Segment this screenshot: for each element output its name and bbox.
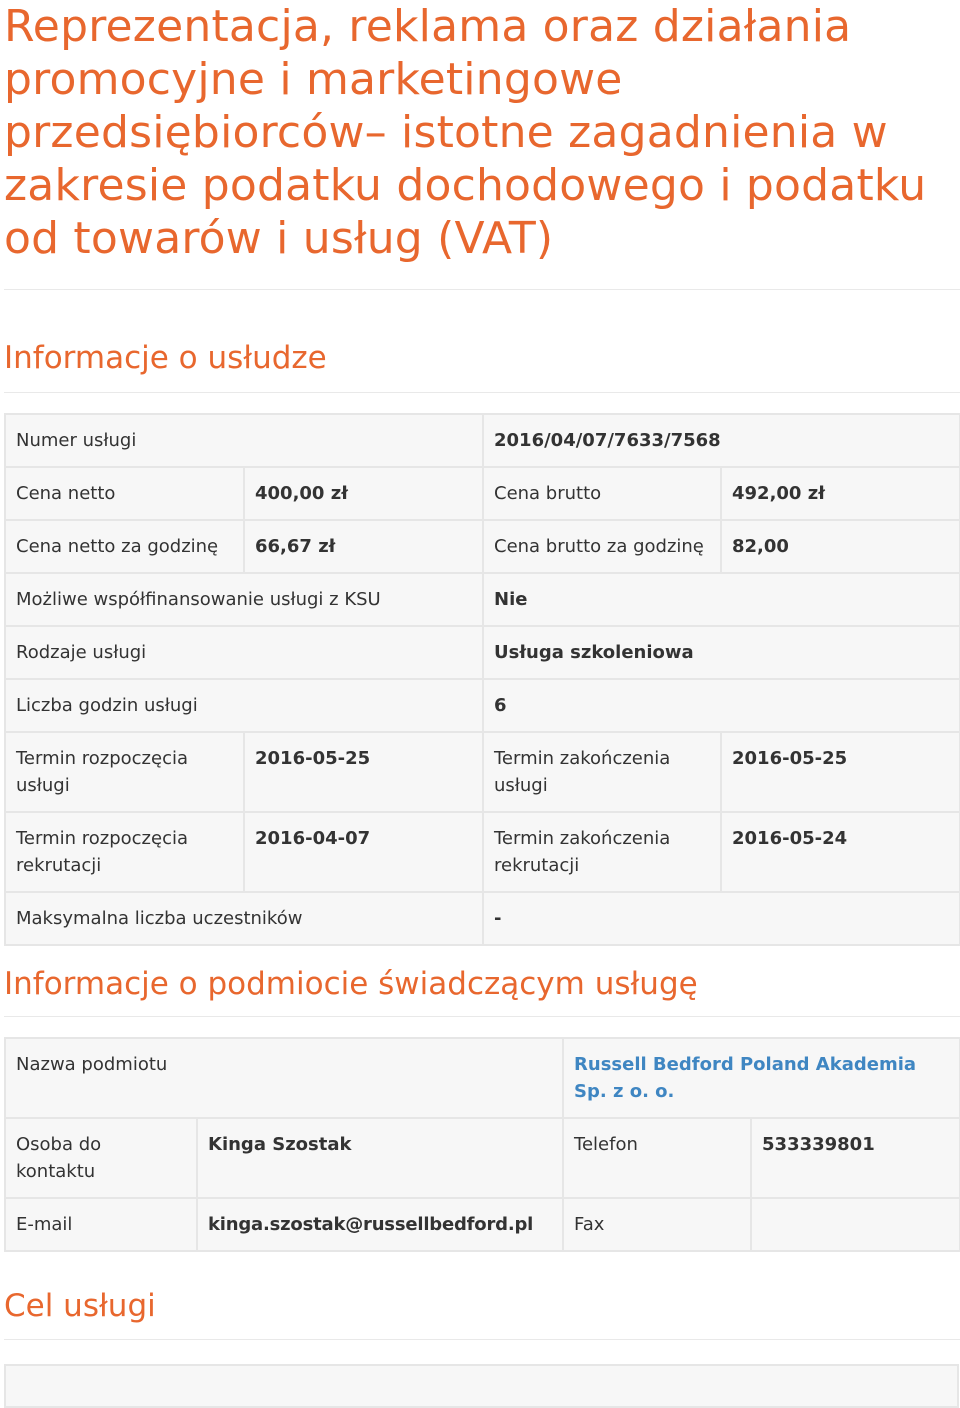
- divider: [4, 1016, 960, 1017]
- gross-per-hour-label: Cena brutto za godzinę: [483, 520, 721, 573]
- table-row: [5, 520, 960, 573]
- table-row: [5, 573, 960, 626]
- gross-per-hour-value: 82,00: [721, 520, 960, 573]
- net-per-hour-value: 66,67 zł: [244, 520, 483, 573]
- table-row: [5, 467, 960, 520]
- net-per-hour-label: Cena netto za godzinę: [5, 520, 244, 573]
- service-info-table: [4, 413, 960, 946]
- service-type-value: Usługa szkoleniowa: [483, 626, 960, 679]
- fax-label: Fax: [563, 1198, 751, 1251]
- gross-price-value: 492,00 zł: [721, 467, 960, 520]
- contact-person-label: Osoba do kontaktu: [5, 1118, 197, 1198]
- provider-name-label: Nazwa podmiotu: [5, 1038, 563, 1118]
- service-type-label: Rodzaje usługi: [5, 626, 483, 679]
- hours-label: Liczba godzin usługi: [5, 679, 483, 732]
- service-number-label: Numer usługi: [5, 414, 483, 467]
- goal-heading: Cel usługi: [4, 1288, 156, 1324]
- hours-value: 6: [483, 679, 960, 732]
- service-start-label: Termin rozpoczęcia usługi: [5, 732, 244, 812]
- table-row: [5, 1198, 960, 1251]
- service-info-heading: Informacje o usłudze: [4, 340, 327, 376]
- table-row: [5, 414, 960, 467]
- table-row: [5, 626, 960, 679]
- recruit-start-label: Termin rozpoczęcia rekrutacji: [5, 812, 244, 892]
- service-end-label: Termin zakończenia usługi: [483, 732, 721, 812]
- provider-info-heading: Informacje o podmiocie świadczącym usługę: [4, 966, 698, 1002]
- gross-price-label: Cena brutto: [483, 467, 721, 520]
- table-row: [5, 1118, 960, 1198]
- phone-value: 533339801: [751, 1118, 960, 1198]
- table-row: [5, 892, 960, 945]
- divider: [4, 392, 960, 393]
- email-value: kinga.szostak@russellbedford.pl: [197, 1198, 563, 1251]
- service-number-value: 2016/04/07/7633/7568: [483, 414, 960, 467]
- net-price-label: Cena netto: [5, 467, 244, 520]
- max-participants-label: Maksymalna liczba uczestników: [5, 892, 483, 945]
- title-block: [0, 0, 960, 265]
- ksu-label: Możliwe współfinansowanie usługi z KSU: [5, 573, 483, 626]
- provider-info-table: [4, 1037, 960, 1252]
- recruit-start-value: 2016-04-07: [244, 812, 483, 892]
- service-end-value: 2016-05-25: [721, 732, 960, 812]
- table-row: [5, 812, 960, 892]
- net-price-value: 400,00 zł: [244, 467, 483, 520]
- contact-person-value: Kinga Szostak: [197, 1118, 563, 1198]
- service-start-value: 2016-05-25: [244, 732, 483, 812]
- recruit-end-label: Termin zakończenia rekrutacji: [483, 812, 721, 892]
- ksu-value: Nie: [483, 573, 960, 626]
- table-row: [5, 1038, 960, 1118]
- divider: [4, 289, 960, 290]
- page-title: Reprezentacja, reklama oraz działania promocyjne i marketingowe przedsiębiorców– istotne zagadnienia w zakresie podatku dochodowego i podatku od towarów i usług (VAT): [4, 1, 927, 264]
- table-row: [5, 732, 960, 812]
- fax-value: [751, 1198, 960, 1251]
- provider-name-link[interactable]: Russell Bedford Poland Akademia Sp. z o. o.: [563, 1038, 960, 1118]
- recruit-end-value: 2016-05-24: [721, 812, 960, 892]
- divider: [4, 1339, 960, 1340]
- phone-label: Telefon: [563, 1118, 751, 1198]
- goal-content-box: [4, 1364, 959, 1408]
- table-row: [5, 679, 960, 732]
- max-participants-value: -: [483, 892, 960, 945]
- email-label: E-mail: [5, 1198, 197, 1251]
